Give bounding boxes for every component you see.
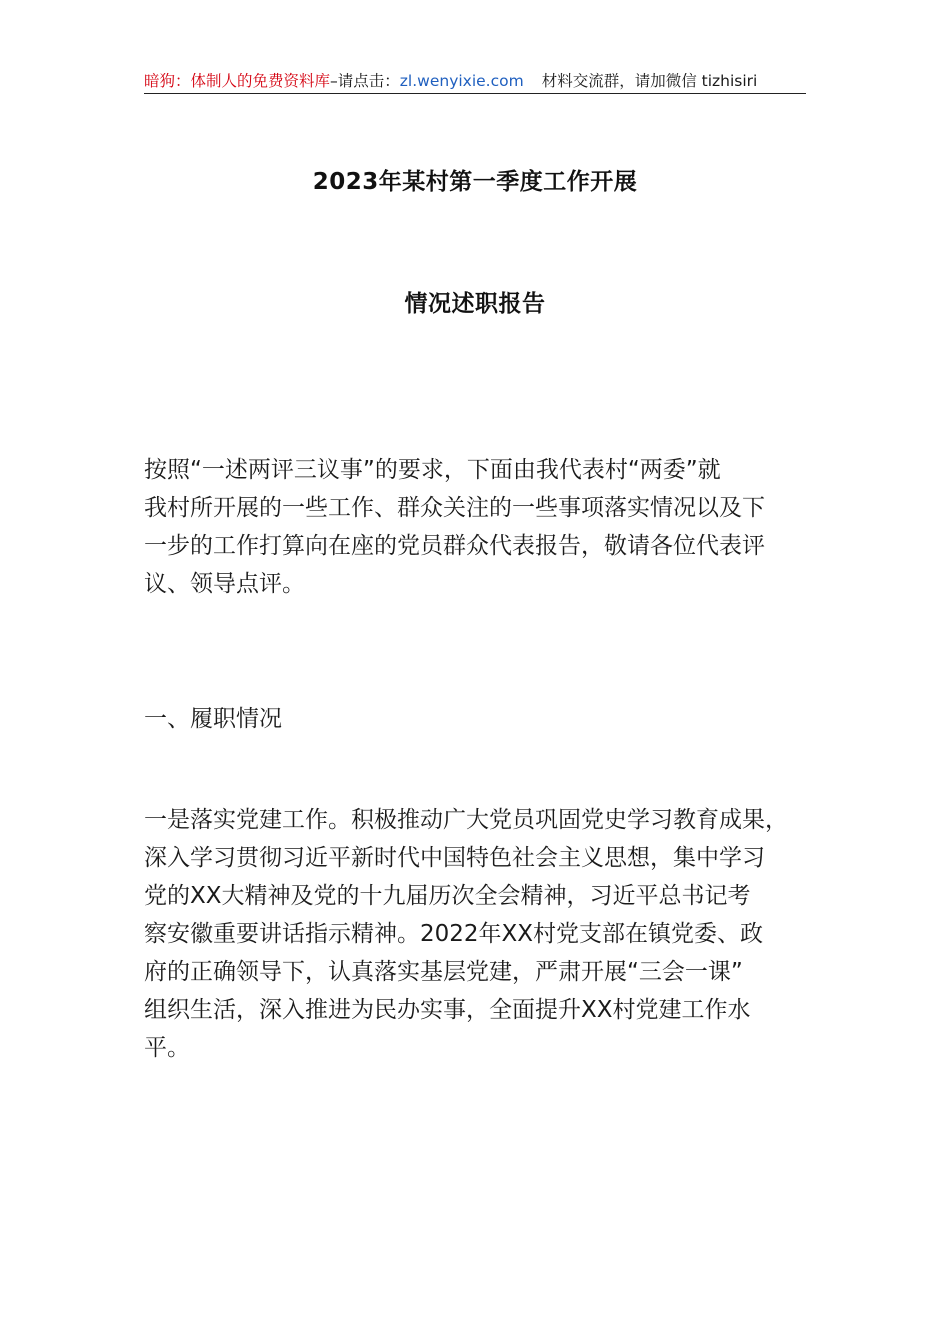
intro-line: 一步的工作打算向在座的党员群众代表报告，敬请各位代表评 — [144, 533, 765, 559]
paragraph-line: 组织生活，深入推进为民办实事，全面提升XX村党建工作水 — [144, 997, 751, 1023]
document-title-line1: 2023年某村第一季度工作开展 — [312, 169, 638, 195]
intro-line: 议、领导点评。 — [144, 571, 305, 597]
paragraph-line: 党的XX大精神及党的十九届历次全会精神，习近平总书记考 — [144, 883, 751, 909]
section1-paragraph — [144, 801, 806, 1067]
header-wechat-note: 材料交流群，请加微信 tizhisiri — [541, 72, 758, 90]
document-title-line2: 情况述职报告 — [404, 291, 546, 317]
paragraph-line: 察安徽重要讲话指示精神。2022年XX村党支部在镇党委、政 — [144, 921, 764, 947]
page-header — [144, 68, 806, 94]
paragraph-line: 深入学习贯彻习近平新时代中国特色社会主义思想，集中学习 — [144, 845, 765, 871]
intro-line: 按照“一述两评三议事”的要求，下面由我代表村“两委”就 — [144, 457, 721, 483]
header-brand: 暗狗：体制人的免费资料库 — [144, 72, 331, 90]
header-site-link[interactable]: zl.wenyixie.com — [399, 72, 524, 90]
paragraph-line: 府的正确领导下，认真落实基层党建，严肃开展“三会一课” — [144, 959, 743, 985]
header-link-prefix: –请点击： — [330, 72, 400, 90]
intro-line: 我村所开展的一些工作、群众关注的一些事项落实情况以及下 — [144, 495, 765, 521]
section-heading-text: 一、履职情况 — [144, 706, 282, 732]
header-divider — [144, 93, 806, 94]
paragraph-line: 平。 — [144, 1035, 190, 1061]
paragraph-line: 一是落实党建工作。积极推动广大党员巩固党史学习教育成果， — [144, 807, 788, 833]
section1-heading — [144, 700, 806, 738]
intro-paragraph — [144, 451, 806, 603]
